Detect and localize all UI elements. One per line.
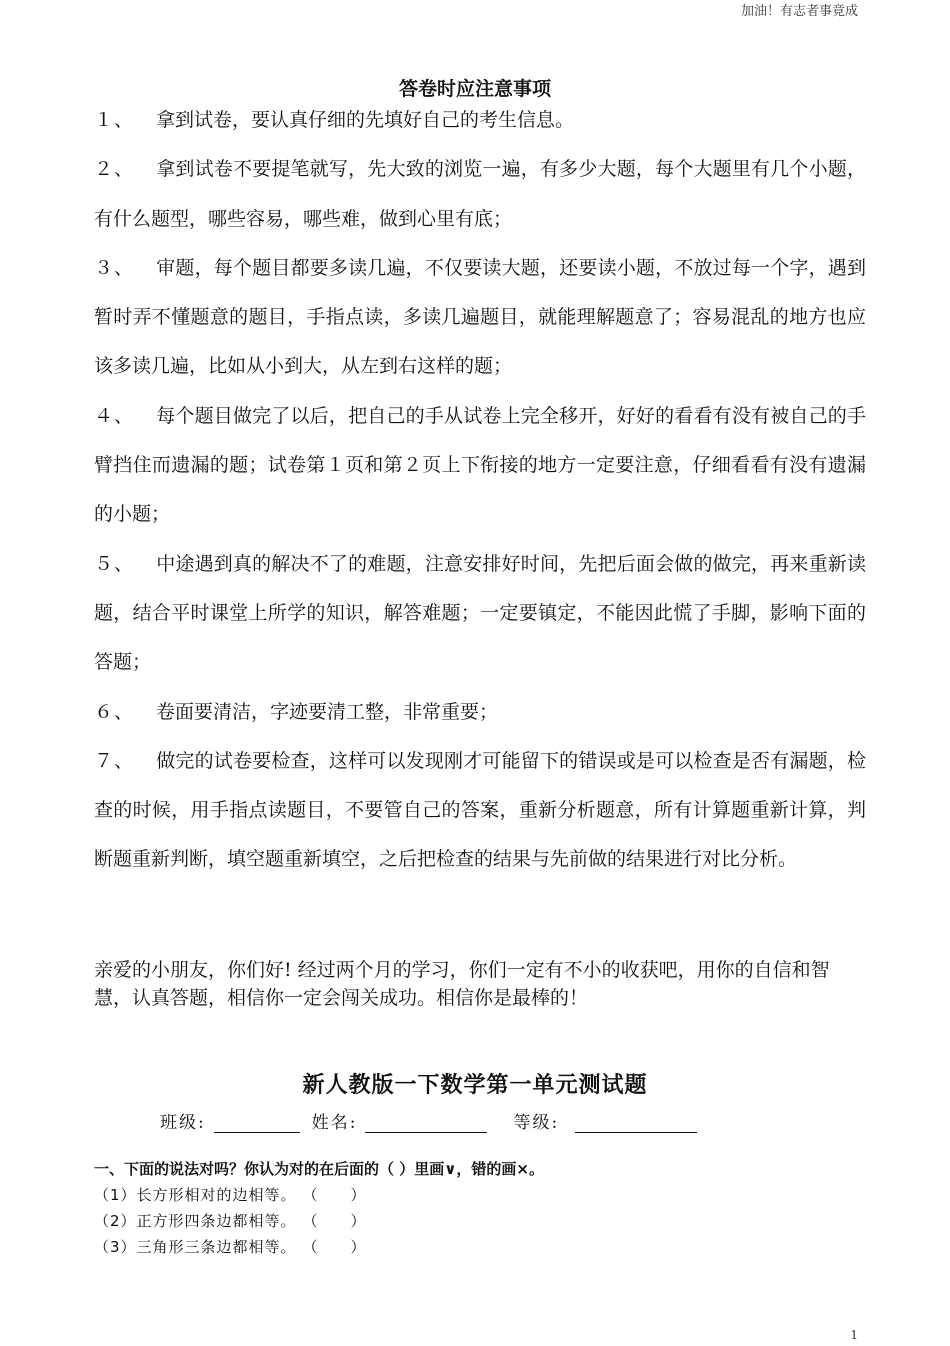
rule-text: 卷面要清洁，字迹要清工整，非常重要； — [156, 700, 499, 723]
header-motto: 加油！有志者事竟成 — [740, 4, 858, 19]
rule-text: 每个题目做完了以后，把自己的手从试卷上完全移开，好好的看看有没有被自己的手臂挡住而遗漏的题；试卷第１页和第２页上下衔接的地方一定要注意，仔细看看有没有遗漏的小题； — [94, 404, 866, 526]
rule-number: ４、 — [94, 404, 135, 427]
name-label: 姓名: — [311, 1113, 358, 1133]
grade-blank[interactable] — [575, 1114, 697, 1133]
question-text: （3）三角形三条边都相等。 — [94, 1238, 297, 1256]
rule-item-3 — [94, 244, 866, 392]
rule-item-7 — [94, 737, 866, 885]
class-blank[interactable] — [214, 1114, 300, 1133]
rule-number: ３、 — [94, 256, 135, 279]
rule-number: １、 — [94, 109, 135, 131]
question-section-1 — [94, 1156, 544, 1260]
rules-list — [94, 96, 866, 885]
rule-number: ２、 — [94, 158, 135, 181]
question-text: （1）长方形相对的边相等。 — [94, 1186, 297, 1204]
rule-number: ６、 — [94, 700, 135, 723]
rule-item-1 — [94, 96, 866, 145]
question-item-2 — [94, 1208, 544, 1234]
page-title: 答卷时应注意事项 — [398, 78, 551, 100]
rule-number: ７、 — [94, 749, 135, 772]
rule-text: 做完的试卷要检查，这样可以发现刚才可能留下的错误或是可以检查是否有漏题，检查的时候，用手指点读题目，不要管自己的答案，重新分析题意，所有计算题重新计算，判断题重新判断，填空题重新填空，之后把检查的结果与先前做的结果进行对比分析。 — [94, 749, 866, 871]
rule-text: 拿到试卷不要提笔就写，先大致的浏览一遍，有多少大题，每个大题里有几个小题，有什么题型，哪些容易，哪些难，做到心里有底； — [94, 158, 866, 230]
answer-parentheses[interactable]: （ ） — [302, 1238, 367, 1256]
answer-parentheses[interactable]: （ ） — [302, 1212, 367, 1230]
answer-parentheses[interactable]: （ ） — [302, 1186, 367, 1204]
question-item-3 — [94, 1234, 544, 1260]
rule-item-2 — [94, 145, 866, 244]
rule-text: 审题，每个题目都要多读几遍，不仅要读大题，还要读小题，不放过每一个字，遇到暂时弄不懂题意的题目，手指点读，多读几遍题目，就能理解题意了；容易混乱的地方也应该多读几遍，比如从小到大，从左到右这样的题； — [94, 256, 866, 378]
exam-title: 新人教版一下数学第一单元测试题 — [302, 1072, 648, 1098]
rule-item-5 — [94, 540, 866, 688]
question-text: （2）正方形四条边都相等。 — [94, 1212, 297, 1230]
rule-item-4 — [94, 392, 866, 540]
rule-item-6 — [94, 688, 866, 737]
section-heading: 一、下面的说法对吗？你认为对的在后面的（ ）里画∨，错的画×。 — [94, 1160, 544, 1178]
class-label: 班级: — [160, 1113, 206, 1133]
name-blank[interactable] — [365, 1114, 487, 1133]
intro-paragraph: 亲爱的小朋友，你们好! 经过两个月的学习，你们一定有不小的收获吧，用你的自信和智慧，认真答题，相信你一定会闯关成功。相信你是最棒的！ — [94, 959, 830, 1009]
grade-label: 等级: — [513, 1113, 560, 1133]
rule-text: 中途遇到真的解决不了的难题，注意安排好时间，先把后面会做的做完，再来重新读题，结合平时课堂上所学的知识，解答难题；一定要镇定，不能因此慌了手脚，影响下面的答题； — [94, 552, 866, 674]
student-info-row — [160, 1108, 697, 1133]
page-number: 1 — [850, 1328, 858, 1342]
question-item-1 — [94, 1182, 544, 1208]
rule-text: 拿到试卷，要认真仔细的先填好自己的考生信息。 — [156, 109, 575, 131]
rule-number: ５、 — [94, 552, 135, 575]
